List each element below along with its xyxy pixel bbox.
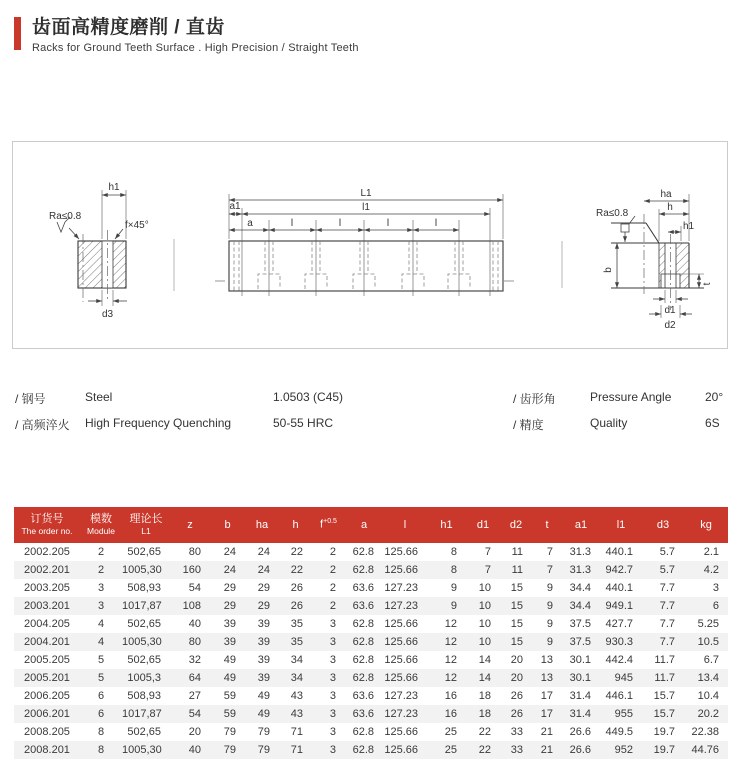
cell-l: 127.23 [384,582,418,594]
table-body [14,543,728,759]
cell-l: 125.66 [384,546,418,558]
cell-l: 125.66 [384,672,418,684]
cell-length-l1: 1005,30 [122,564,162,576]
cell-h: 22 [290,564,303,576]
cell-module: 3 [97,582,105,594]
col-header-module: 模数 Module [80,507,122,543]
cell-d2: 15 [510,618,523,630]
dim-label-d1: d1 [664,305,676,316]
cell-h1: 25 [444,744,457,756]
cell-z: 80 [188,546,201,558]
cell-a1: 31.4 [569,690,591,702]
right-section-view [596,189,713,331]
cell-module: 3 [97,600,105,612]
col-header-length-l1: 理论长 L1 [122,507,170,543]
col-header-z: z [170,507,210,543]
cell-module: 8 [97,744,105,756]
cell-a1: 31.3 [569,564,591,576]
cell-module: 5 [97,654,105,666]
cell-a1: 30.1 [569,654,591,666]
cell-d3: 7.7 [659,600,675,612]
cell-module: 4 [97,636,105,648]
cell-d2: 26 [510,690,523,702]
cell-a: 62.8 [352,654,374,666]
cell-order-no: 2006.201 [24,708,70,720]
cell-module: 2 [97,546,105,558]
cell-length-l1: 508,93 [127,690,161,702]
cell-l: 125.66 [384,744,418,756]
cell-kg: 4.2 [703,564,719,576]
table-row [14,579,728,597]
col-header-h1: h1 [427,507,466,543]
cell-t: 7 [546,564,553,576]
cell-a1: 26.6 [569,726,591,738]
cell-z: 160 [182,564,201,576]
col-header-kg: kg [684,507,728,543]
cell-f: 3 [329,654,336,666]
cell-l1: 446.1 [605,690,633,702]
cell-d1: 7 [484,564,491,576]
cell-a: 62.8 [352,546,374,558]
cell-kg: 13.4 [697,672,719,684]
cell-ha: 79 [257,744,270,756]
page-subtitle: Racks for Ground Teeth Surface . High Precision / Straight Teeth [32,42,359,54]
cell-f: 2 [329,582,336,594]
cell-h: 71 [290,744,303,756]
cell-a1: 34.4 [569,600,591,612]
cell-z: 54 [188,582,201,594]
table-row [14,651,728,669]
cell-h: 43 [290,708,303,720]
cell-ha: 39 [257,636,270,648]
col-header-b: b [210,507,245,543]
cell-b: 59 [223,690,236,702]
cell-h: 35 [290,618,303,630]
cell-order-no: 2008.205 [24,726,70,738]
cell-length-l1: 502,65 [127,654,161,666]
cell-l1: 440.1 [605,546,633,558]
cell-z: 40 [188,618,201,630]
spec-label-en: Steel [85,390,113,404]
dim-label-l1: l1 [362,202,370,213]
dim-label-h1: h1 [108,182,120,193]
cell-a: 62.8 [352,618,374,630]
table-row [14,561,728,579]
table-row [14,543,728,561]
dim-label-ha: ha [660,189,672,200]
spec-label-en: High Frequency Quenching [85,416,232,430]
cell-length-l1: 1017,87 [122,600,162,612]
spec-value: 1.0503 (C45) [273,390,344,404]
cell-kg: 3 [712,582,719,594]
left-section-view [49,182,149,320]
cell-a1: 37.5 [569,636,591,648]
dim-label-a1: a1 [229,201,241,212]
cell-l1: 955 [614,708,633,720]
cell-t: 9 [546,618,553,630]
cell-order-no: 2005.205 [24,654,70,666]
cell-f: 3 [329,690,336,702]
page-header [14,17,359,54]
cell-z: 108 [182,600,201,612]
spec-label-en: Pressure Angle [590,390,672,404]
cell-a1: 34.4 [569,582,591,594]
cell-order-no: 2004.201 [24,636,70,648]
cell-h1: 16 [444,708,457,720]
dimension-table [14,507,728,759]
cell-l: 127.23 [384,690,418,702]
spec-label-zh: / 齿形角 [513,392,556,406]
cell-d2: 33 [510,726,523,738]
cell-d3: 5.7 [659,564,675,576]
cell-order-no: 2004.205 [24,618,70,630]
cell-length-l1: 1005,3 [127,672,161,684]
cell-h1: 12 [444,672,457,684]
cell-h: 22 [290,546,303,558]
cell-a: 63.6 [352,708,374,720]
cell-a: 62.8 [352,744,374,756]
cell-a1: 30.1 [569,672,591,684]
page-title: 齿面高精度磨削 / 直齿 [32,17,225,38]
cell-h1: 8 [450,546,457,558]
cell-ha: 29 [257,600,270,612]
cell-b: 49 [223,672,236,684]
cell-t: 21 [540,726,553,738]
cell-kg: 5.25 [697,618,719,630]
cell-ha: 39 [257,618,270,630]
dim-label-t: t [702,282,713,286]
cell-t: 17 [540,708,553,720]
cell-z: 54 [188,708,201,720]
table-row [14,705,728,723]
spec-value: 50-55 HRC [273,416,334,430]
dim-label-d3: d3 [101,309,114,320]
cell-ha: 29 [257,582,270,594]
cell-d3: 15.7 [653,690,675,702]
spec-label-zh: / 高频淬火 [15,418,70,432]
cell-module: 4 [97,618,105,630]
cell-h1: 9 [450,600,457,612]
cell-f: 3 [329,672,336,684]
cell-d3: 7.7 [659,582,675,594]
cell-a: 62.8 [352,672,374,684]
col-header-ha: ha [245,507,279,543]
cell-h: 34 [290,672,303,684]
table-row [14,741,728,759]
col-header-d3: d3 [642,507,684,543]
cell-length-l1: 508,93 [127,582,161,594]
col-header-a1: a1 [562,507,600,543]
cell-h: 26 [290,582,303,594]
cell-length-l1: 1005,30 [122,636,162,648]
cell-d1: 14 [478,672,491,684]
col-header-l1: l1 [600,507,642,543]
cell-module: 5 [97,672,105,684]
technical-drawing-panel [12,141,728,349]
cell-order-no: 2002.205 [24,546,70,558]
cell-length-l1: 1005,30 [122,744,162,756]
cell-length-l1: 502,65 [127,618,161,630]
dim-label-l: l [386,218,390,229]
cell-l: 127.23 [384,600,418,612]
cell-z: 32 [188,654,201,666]
specs-section [15,388,729,448]
cell-d2: 20 [510,672,523,684]
cell-kg: 44.76 [691,744,719,756]
cell-h: 35 [290,636,303,648]
cell-d1: 22 [478,726,491,738]
spec-value: 6S [705,416,720,430]
cell-kg: 2.1 [703,546,719,558]
cell-d3: 19.7 [653,726,675,738]
cell-kg: 6 [712,600,719,612]
cell-order-no: 2008.201 [24,744,70,756]
col-header-d2: d2 [500,507,532,543]
cell-t: 17 [540,690,553,702]
cell-order-no: 2006.205 [24,690,70,702]
cell-l1: 440.1 [605,582,633,594]
table-row [14,597,728,615]
cell-h: 26 [290,600,303,612]
cell-d1: 10 [478,636,491,648]
table-row [14,723,728,741]
cell-h: 34 [290,654,303,666]
cell-ha: 24 [257,546,270,558]
col-header-a: a [345,507,383,543]
col-header-d1: d1 [466,507,500,543]
cell-module: 2 [97,564,105,576]
cell-d1: 10 [478,618,491,630]
cell-module: 6 [97,690,105,702]
cell-a1: 26.6 [569,744,591,756]
cell-l1: 930.3 [605,636,633,648]
cell-t: 13 [540,654,553,666]
cell-a1: 31.4 [569,708,591,720]
cell-l: 125.66 [384,564,418,576]
front-view [215,188,517,296]
cell-f: 3 [329,636,336,648]
spec-row [15,416,729,432]
cell-b: 24 [223,564,236,576]
cell-module: 8 [97,726,105,738]
dim-label-l: l [434,218,438,229]
table-row [14,687,728,705]
spec-label-en: Quality [590,416,628,430]
cell-t: 13 [540,672,553,684]
cell-a: 63.6 [352,690,374,702]
col-header-l: l [383,507,427,543]
cell-kg: 6.7 [703,654,719,666]
cell-l: 125.66 [384,726,418,738]
cell-f: 2 [329,564,336,576]
cell-d2: 15 [510,582,523,594]
cell-d2: 11 [511,564,523,576]
cell-h: 71 [290,726,303,738]
cell-length-l1: 1017,87 [122,708,162,720]
cell-kg: 22.38 [691,726,719,738]
cell-d3: 19.7 [653,744,675,756]
dim-label-l: l [338,218,342,229]
dim-label-b: b [603,267,614,273]
cell-h1: 25 [444,726,457,738]
cell-d1: 14 [478,654,491,666]
cell-h1: 12 [444,636,457,648]
cell-ha: 49 [257,690,270,702]
dim-label-h: h [667,202,673,213]
cell-l1: 427.7 [605,618,633,630]
cell-b: 49 [223,654,236,666]
cell-a1: 37.5 [569,618,591,630]
table-row [14,669,728,687]
cell-h1: 12 [444,654,457,666]
cell-d3: 11.7 [654,672,675,684]
cell-d2: 15 [510,600,523,612]
cell-h1: 8 [450,564,457,576]
cell-l1: 949.1 [605,600,633,612]
col-header-t: t [532,507,562,543]
cell-b: 79 [223,726,236,738]
table-header-row [14,507,728,543]
cell-d2: 11 [511,546,523,558]
cell-t: 9 [546,582,553,594]
cell-f: 2 [329,600,336,612]
cell-length-l1: 502,65 [127,726,161,738]
cell-a: 62.8 [352,636,374,648]
technical-drawing [13,142,727,348]
cell-l: 125.66 [384,636,418,648]
cell-b: 29 [223,600,236,612]
dim-label-a: a [247,218,253,229]
cell-l1: 442.4 [605,654,633,666]
cell-kg: 20.2 [697,708,719,720]
cell-order-no: 2003.205 [24,582,70,594]
cell-kg: 10.4 [697,690,719,702]
cell-b: 59 [223,708,236,720]
cell-d2: 26 [510,708,523,720]
cell-d1: 10 [478,600,491,612]
cell-z: 80 [188,636,201,648]
cell-ha: 24 [257,564,270,576]
cell-d1: 7 [484,546,491,558]
cell-h1: 16 [444,690,457,702]
cell-module: 6 [97,708,105,720]
cell-d1: 18 [478,690,491,702]
col-header-h: h [279,507,312,543]
dim-label-f45: f×45° [125,220,149,231]
cell-d3: 5.7 [659,546,675,558]
cell-b: 24 [223,546,236,558]
cell-t: 9 [546,636,553,648]
cell-l: 125.66 [384,618,418,630]
cell-ha: 39 [257,654,270,666]
table-row [14,615,728,633]
cell-d2: 20 [510,654,523,666]
cell-kg: 10.5 [697,636,719,648]
cell-order-no: 2003.201 [24,600,70,612]
cell-a: 63.6 [352,600,374,612]
spec-label-zh: / 精度 [513,418,544,432]
cell-b: 79 [223,744,236,756]
cell-t: 9 [546,600,553,612]
cell-a1: 31.3 [569,546,591,558]
cell-b: 39 [223,618,236,630]
cell-l1: 952 [614,744,633,756]
cell-l1: 942.7 [605,564,633,576]
dim-label-d2: d2 [664,320,676,331]
surface-finish-label: Ra≤0.8 [49,211,82,222]
table-row [14,633,728,651]
cell-f: 3 [329,708,336,720]
cell-a: 62.8 [352,726,374,738]
cell-t: 7 [546,546,553,558]
cell-d1: 22 [478,744,491,756]
dim-label-L1: L1 [360,188,372,199]
surface-finish-label: Ra≤0.8 [596,208,629,219]
cell-length-l1: 502,65 [127,546,161,558]
cell-ha: 79 [257,726,270,738]
cell-order-no: 2005.201 [24,672,70,684]
dim-label-l: l [290,218,294,229]
title-accent-bar [14,17,21,50]
cell-a: 63.6 [352,582,374,594]
cell-d1: 18 [478,708,491,720]
title-block [32,17,359,54]
cell-f: 2 [329,546,336,558]
cell-l1: 449.5 [605,726,633,738]
cell-t: 21 [540,744,553,756]
col-header-f: $f^{+0.5}$ [312,507,345,543]
cell-f: 3 [329,726,336,738]
cell-d3: 11.7 [654,654,675,666]
cell-f: 3 [329,744,336,756]
cell-h1: 9 [450,582,457,594]
cell-d2: 33 [510,744,523,756]
cell-l: 127.23 [384,708,418,720]
spec-row [15,390,729,406]
cell-ha: 49 [257,708,270,720]
cell-d2: 15 [510,636,523,648]
table-head [14,507,728,543]
cell-d3: 7.7 [659,636,675,648]
cell-d3: 15.7 [653,708,675,720]
cell-l: 125.66 [384,654,418,666]
dim-label-h1: h1 [683,221,695,232]
cell-z: 40 [188,744,201,756]
cell-z: 20 [188,726,201,738]
cell-d1: 10 [478,582,491,594]
cell-ha: 39 [257,672,270,684]
cell-z: 64 [188,672,201,684]
spec-label-zh: / 钢号 [15,392,46,406]
cell-b: 39 [223,636,236,648]
cell-b: 29 [223,582,236,594]
cell-order-no: 2002.201 [24,564,70,576]
spec-value: 20° [705,390,724,404]
cell-a: 62.8 [352,564,374,576]
cell-d3: 7.7 [659,618,675,630]
cell-h1: 12 [444,618,457,630]
cell-f: 3 [329,618,336,630]
cell-l1: 945 [614,672,633,684]
cell-h: 43 [290,690,303,702]
cell-z: 27 [188,690,201,702]
col-header-order-no: 订货号 The order no. [14,507,80,543]
